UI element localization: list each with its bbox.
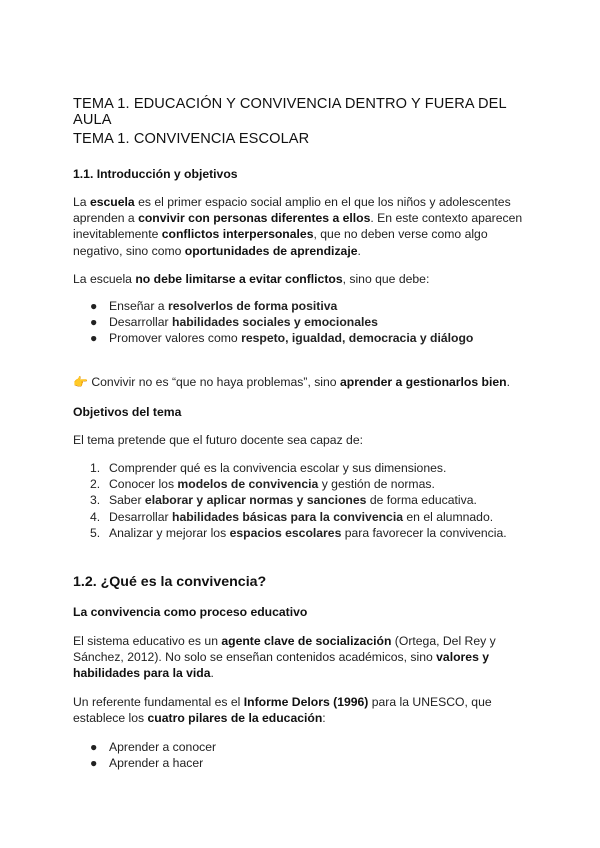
list-item-text: Enseñar a resolverlos de forma positiva <box>109 299 338 313</box>
bullet-icon: ● <box>90 315 98 330</box>
bold-text: convivir con personas diferentes a ellos <box>138 211 371 226</box>
delors-paragraph: Un referente fundamental es el Informe Delors (1996) para la UNESCO, que establece los cuatro pilares de la educación: <box>73 695 492 726</box>
bullet-icon: ● <box>90 331 98 346</box>
list-item-text: Aprender a hacer <box>109 756 204 771</box>
objectives-heading: Objetivos del tema <box>73 405 182 419</box>
list-item-text: Promover valores como respeto, igualdad, democracia y diálogo <box>109 331 474 346</box>
list-item <box>73 509 533 525</box>
bold-text: respeto, igualdad, democracia y diálogo <box>241 331 474 346</box>
list-number: 2. <box>90 477 101 492</box>
bold-text: habilidades básicas para la convivencia <box>172 509 403 524</box>
list-item-text: Desarrollar habilidades básicas para la convivencia en el alumnado. <box>109 509 494 524</box>
list-item <box>73 525 533 541</box>
bold-text: escuela <box>89 195 135 209</box>
bold-text: valores y habilidades para la vida <box>73 650 490 681</box>
intro-paragraph: La escuela es el primer espacio social amplio en el que los niños y adolescentes aprenden a convivir con personas diferentes a ellos. En este contexto aparecen inevitablemente conflictos interpersonales, que no deben verse como algo negativo, sino como oportunidades de aprendizaje. <box>73 195 523 258</box>
bold-text: Informe Delors (1996) <box>243 695 369 709</box>
duties-list <box>73 298 533 347</box>
list-item-text: Comprender qué es la convivencia escolar y sus dimensiones. <box>109 461 447 475</box>
list-item <box>73 330 533 346</box>
list-item-text: Conocer los modelos de convivencia y gestión de normas. <box>109 477 435 492</box>
bold-text: resolverlos de forma positiva <box>167 299 338 313</box>
list-number: 3. <box>90 493 101 508</box>
school-duty-paragraph: La escuela no debe limitarse a evitar conflictos, sino que debe: <box>73 272 430 286</box>
list-item <box>73 314 533 330</box>
subsection-heading: La convivencia como proceso educativo <box>73 605 308 619</box>
list-item-text: Saber elaborar y aplicar normas y sanciones de forma educativa. <box>109 493 477 508</box>
bold-text: aprender a gestionarlos bien <box>339 375 507 389</box>
bold-text: conflictos interpersonales <box>161 227 314 242</box>
list-number: 1. <box>90 461 101 475</box>
list-item <box>73 476 533 492</box>
list-item <box>73 755 533 771</box>
bold-text: habilidades sociales y emocionales <box>172 315 378 330</box>
bold-text: modelos de convivencia <box>177 477 319 492</box>
key-note-text: Convivir no es “que no haya problemas”, sino aprender a gestionarlos bien. <box>87 375 510 389</box>
bold-text: oportunidades de aprendizaje <box>184 243 358 258</box>
bold-text: no debe limitarse a evitar conflictos <box>135 272 343 286</box>
topic-title: TEMA 1. CONVIVENCIA ESCOLAR <box>73 131 310 147</box>
bullet-icon: ● <box>90 756 98 771</box>
bold-text: cuatro pilares de la educación <box>147 711 323 726</box>
list-item-text: Desarrollar habilidades sociales y emocionales <box>109 315 378 330</box>
socialization-paragraph: El sistema educativo es un agente clave de socialización (Ortega, Del Rey y Sánchez, 2012). No solo se enseñan contenidos académicos, sino valores y habilidades para la vida. <box>73 634 496 681</box>
list-item <box>73 739 533 755</box>
bullet-icon: ● <box>90 740 98 754</box>
bold-text: espacios escolares <box>229 525 342 540</box>
bullet-icon: ● <box>90 299 98 313</box>
pointing-hand-icon: 👉 <box>73 375 88 389</box>
list-item-text: Analizar y mejorar los espacios escolares para favorecer la convivencia. <box>109 525 507 540</box>
key-note <box>73 374 533 390</box>
list-number: 4. <box>90 509 101 524</box>
bold-text: elaborar y aplicar normas y sanciones <box>144 493 367 508</box>
main-title: TEMA 1. EDUCACIÓN Y CONVIVENCIA DENTRO Y FUERA DEL AULA <box>73 96 507 128</box>
objectives-list <box>73 460 533 541</box>
list-item-text: Aprender a conocer <box>109 740 217 754</box>
section-heading-1-2: 1.2. ¿Qué es la convivencia? <box>73 574 267 590</box>
bold-text: agente clave de socialización <box>221 634 392 648</box>
objectives-intro: El tema pretende que el futuro docente sea capaz de: <box>73 433 363 447</box>
list-item <box>73 492 533 508</box>
list-item <box>73 460 533 476</box>
section-heading-1-1: 1.1. Introducción y objetivos <box>73 167 238 181</box>
pillars-list <box>73 739 533 771</box>
list-number: 5. <box>90 525 101 540</box>
list-item <box>73 298 533 314</box>
